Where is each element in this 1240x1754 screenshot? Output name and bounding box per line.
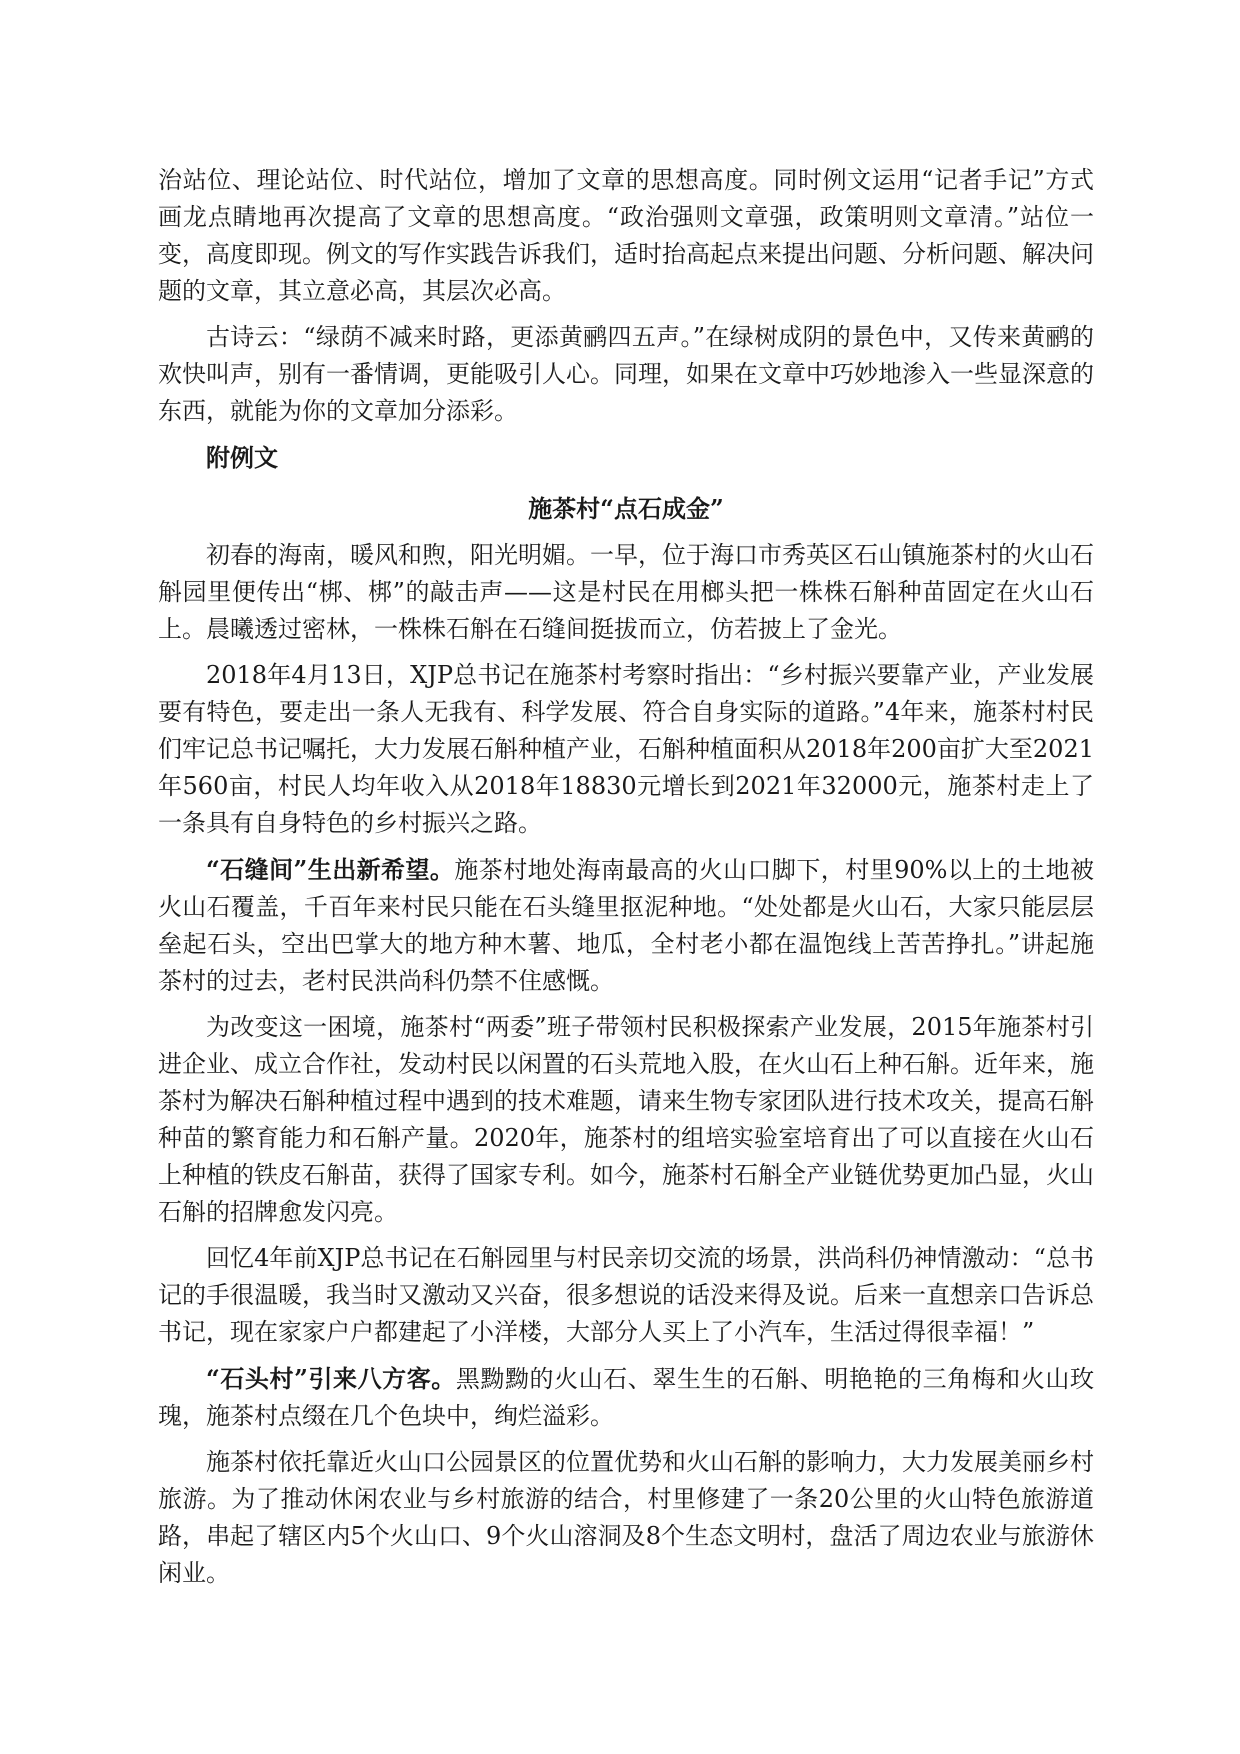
section-lead-stone-village: “石头村”引来八方客。: [206, 1364, 456, 1393]
paragraph-stone-crack: [158, 851, 1094, 1000]
paragraph-tourism: 施茶村依托靠近火山口公园景区的位置优势和火山石斛的影响力，大力发展美丽乡村旅游。为了推动休闲农业与乡村旅游的结合，村里修建了一条20公里的火山特色旅游道路，串起了辖区内5个火山口、9个火山溶洞及8个生态文明村，盘活了周边农业与旅游休闲业。: [158, 1448, 1094, 1587]
section-lead-stone-crack: “石缝间”生出新希望。: [206, 855, 455, 884]
paragraph-stone-crack-body: 施茶村地处海南最高的火山口脚下，村里90%以上的土地被火山石覆盖，千百年来村民只能在石头缝里抠泥种地。“处处都是火山石，大家只能层层垒起石头，空出巴掌大的地方种木薯、地瓜，全村老小都在温饱线上苦苦挣扎。”讲起施茶村的过去，老村民洪尚科仍禁不住感慨。: [158, 856, 1095, 995]
appendix-heading: 附例文: [206, 443, 278, 472]
paragraph-industry: 为改变这一困境，施茶村“两委”班子带领村民积极探索产业发展，2015年施茶村引进企业、成立合作社，发动村民以闲置的石头荒地入股，在火山石上种石斛。近年来，施茶村为解决石斛种植过程中遇到的技术难题，请来生物专家团队进行技术攻关，提高石斛种苗的繁育能力和石斛产量。2020年，施茶村的组培实验室培育出了可以直接在火山石上种植的铁皮石斛苗，获得了国家专利。如今，施茶村石斛全产业链优势更加凸显，火山石斛的招牌愈发闪亮。: [158, 1013, 1094, 1226]
paragraph-stone-village: [158, 1360, 1094, 1435]
paragraph-poem: 古诗云：“绿荫不减来时路，更添黄鹂四五声。”在绿树成阴的景色中，又传来黄鹂的欢快叫声，别有一番情调，更能吸引人心。同理，如果在文章中巧妙地渗入一些显深意的东西，就能为你的文章加分添彩。: [158, 323, 1094, 425]
document-page: [158, 162, 1094, 1601]
paragraph-memory: 回忆4年前XJP总书记在石斛园里与村民亲切交流的场景，洪尚科仍神情激动：“总书记的手很温暖，我当时又激动又兴奋，很多想说的话没来得及说。后来一直想亲口告诉总书记，现在家家户户都建起了小洋楼，大部分人买上了小汽车，生活过得很幸福！”: [158, 1244, 1094, 1346]
paragraph-continuation: 治站位、理论站位、时代站位，增加了文章的思想高度。同时例文运用“记者手记”方式画龙点睛地再次提高了文章的思想高度。“政治强则文章强，政策明则文章清。”站位一变，高度即现。例文的写作实践告诉我们，适时抬高起点来提出问题、分析问题、解决问题的文章，其立意必高，其层次必高。: [158, 166, 1094, 305]
paragraph-stone-village-body: 黑黝黝的火山石、翠生生的石斛、明艳艳的三角梅和火山玫瑰，施茶村点缀在几个色块中，绚烂溢彩。: [158, 1365, 1095, 1430]
paragraph-2018-visit: 2018年4月13日，XJP总书记在施茶村考察时指出：“乡村振兴要靠产业，产业发展要有特色，要走出一条人无我有、科学发展、符合自身实际的道路。”4年来，施茶村村民们牢记总书记嘱托，大力发展石斛种植产业，石斛种植面积从2018年200亩扩大至2021年560亩，村民人均年收入从2018年18830元增长到2021年32000元，施茶村走上了一条具有自身特色的乡村振兴之路。: [158, 661, 1094, 837]
paragraph-intro: 初春的海南，暖风和煦，阳光明媚。一早，位于海口市秀英区石山镇施茶村的火山石斛园里便传出“梆、梆”的敲击声——这是村民在用榔头把一株株石斛种苗固定在火山石上。晨曦透过密林，一株株石斛在石缝间挺拔而立，仿若披上了金光。: [158, 541, 1094, 643]
article-title: 施茶村“点石成金”: [528, 494, 724, 523]
